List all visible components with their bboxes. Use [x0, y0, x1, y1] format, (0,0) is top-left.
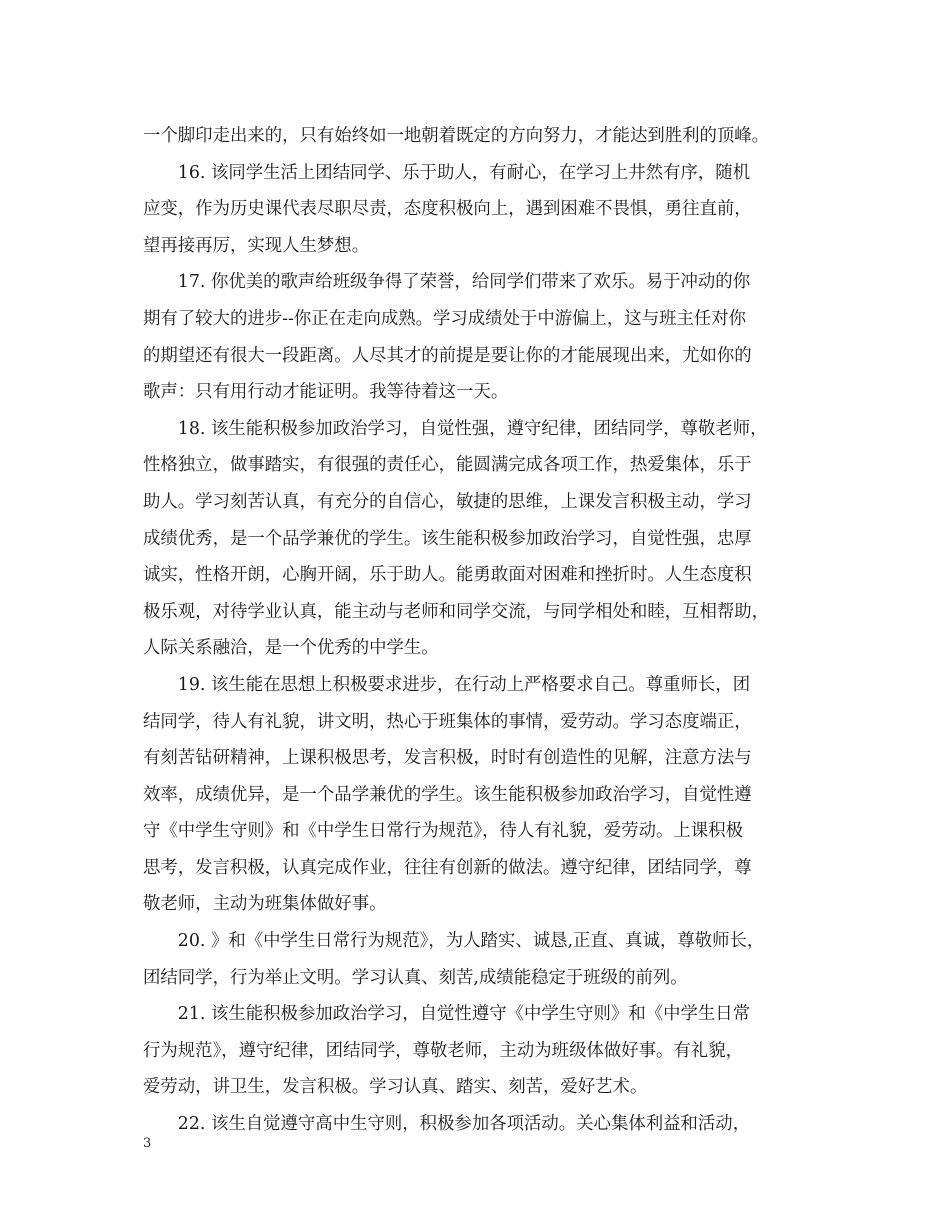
- text-line: 一个脚印走出来的，只有始终如一地朝着既定的方向努力，才能达到胜利的顶峰。: [143, 126, 770, 146]
- document-body: [143, 118, 815, 1143]
- text-line: 守《中学生守则》和《中学生日常行为规范》，待人有礼貌，爱劳动。上课积极: [143, 821, 743, 842]
- text-line: 期有了较大的进步--你正在走向成熟。学习成绩处于中游偏上，这与班主任对你: [143, 308, 747, 329]
- text-line: 思考，发言积极，认真完成作业，往往有创新的做法。遵守纪律，团结同学，尊: [143, 857, 752, 878]
- text-line: 团结同学，行为举止文明。学习认真、刻苦,成绩能稳定于班级的前列。: [143, 967, 688, 988]
- text-line: 诚实，性格开朗，心胸开阔，乐于助人。能勇敢面对困难和挫折时。人生态度积: [143, 565, 752, 586]
- text-line: 20. 》和《中学生日常行为规范》，为人踏实、诚恳,正直、真诚，尊敬师长，: [143, 931, 765, 952]
- text-line: 18. 该生能积极参加政治学习，自觉性强，遵守纪律，团结同学，尊敬老师，: [143, 418, 768, 439]
- text-line: 敬老师，主动为班集体做好事。: [143, 894, 387, 915]
- text-line: 成绩优秀，是一个品学兼优的学生。该生能积极参加政治学习，自觉性强，忠厚: [143, 528, 752, 549]
- text-line: 人际关系融洽，是一个优秀的中学生。: [143, 638, 439, 659]
- text-line: 应变，作为历史课代表尽职尽责，态度积极向上，遇到困难不畏惧，勇往直前，: [143, 199, 752, 220]
- text-line: 有刻苦钻研精神，上课积极思考，发言积极，时时有创造性的见解，注意方法与: [143, 748, 752, 769]
- text-line: 爱劳动，讲卫生，发言积极。学习认真、踏实、刻苦，爱好艺术。: [143, 1077, 648, 1098]
- text-line: 16. 该同学生活上团结同学、乐于助人，有耐心，在学习上井然有序，随机: [143, 162, 751, 183]
- text-line: 的期望还有很大一段距离。人尽其才的前提是要让你的才能展现出来，尤如你的: [143, 345, 752, 366]
- text-lines: [143, 118, 815, 1143]
- text-line: 效率，成绩优异，是一个品学兼优的学生。该生能积极参加政治学习，自觉性遵: [143, 784, 752, 805]
- page-number: 3: [143, 1136, 152, 1151]
- text-line: 17. 你优美的歌声给班级争得了荣誉，给同学们带来了欢乐。易于冲动的你: [143, 272, 751, 293]
- text-line: 22. 该生自觉遵守高中生守则，积极参加各项活动。关心集体利益和活动，: [143, 1114, 751, 1135]
- text-line: 性格独立，做事踏实，有很强的责任心，能圆满完成各项工作，热爱集体，乐于: [143, 455, 752, 476]
- text-line: 21. 该生能积极参加政治学习，自觉性遵守《中学生守则》和《中学生日常: [143, 1004, 751, 1025]
- text-line: 结同学，待人有礼貌，讲文明，热心于班集体的事情，爱劳动。学习态度端正，: [143, 711, 752, 732]
- text-line: 望再接再厉，实现人生梦想。: [143, 235, 370, 256]
- text-line: 极乐观，对待学业认真，能主动与老师和同学交流，与同学相处和睦，互相帮助，: [143, 601, 770, 622]
- text-line: 行为规范》，遵守纪律，团结同学，尊敬老师，主动为班级体做好事。有礼貌，: [143, 1040, 743, 1061]
- text-line: 助人。学习刻苦认真，有充分的自信心，敏捷的思维，上课发言积极主动，学习: [143, 491, 752, 512]
- text-line: 歌声：只有用行动才能证明。我等待着这一天。: [143, 382, 509, 403]
- text-line: 19. 该生能在思想上积极要求进步，在行动上严格要求自己。尊重师长，团: [143, 674, 751, 695]
